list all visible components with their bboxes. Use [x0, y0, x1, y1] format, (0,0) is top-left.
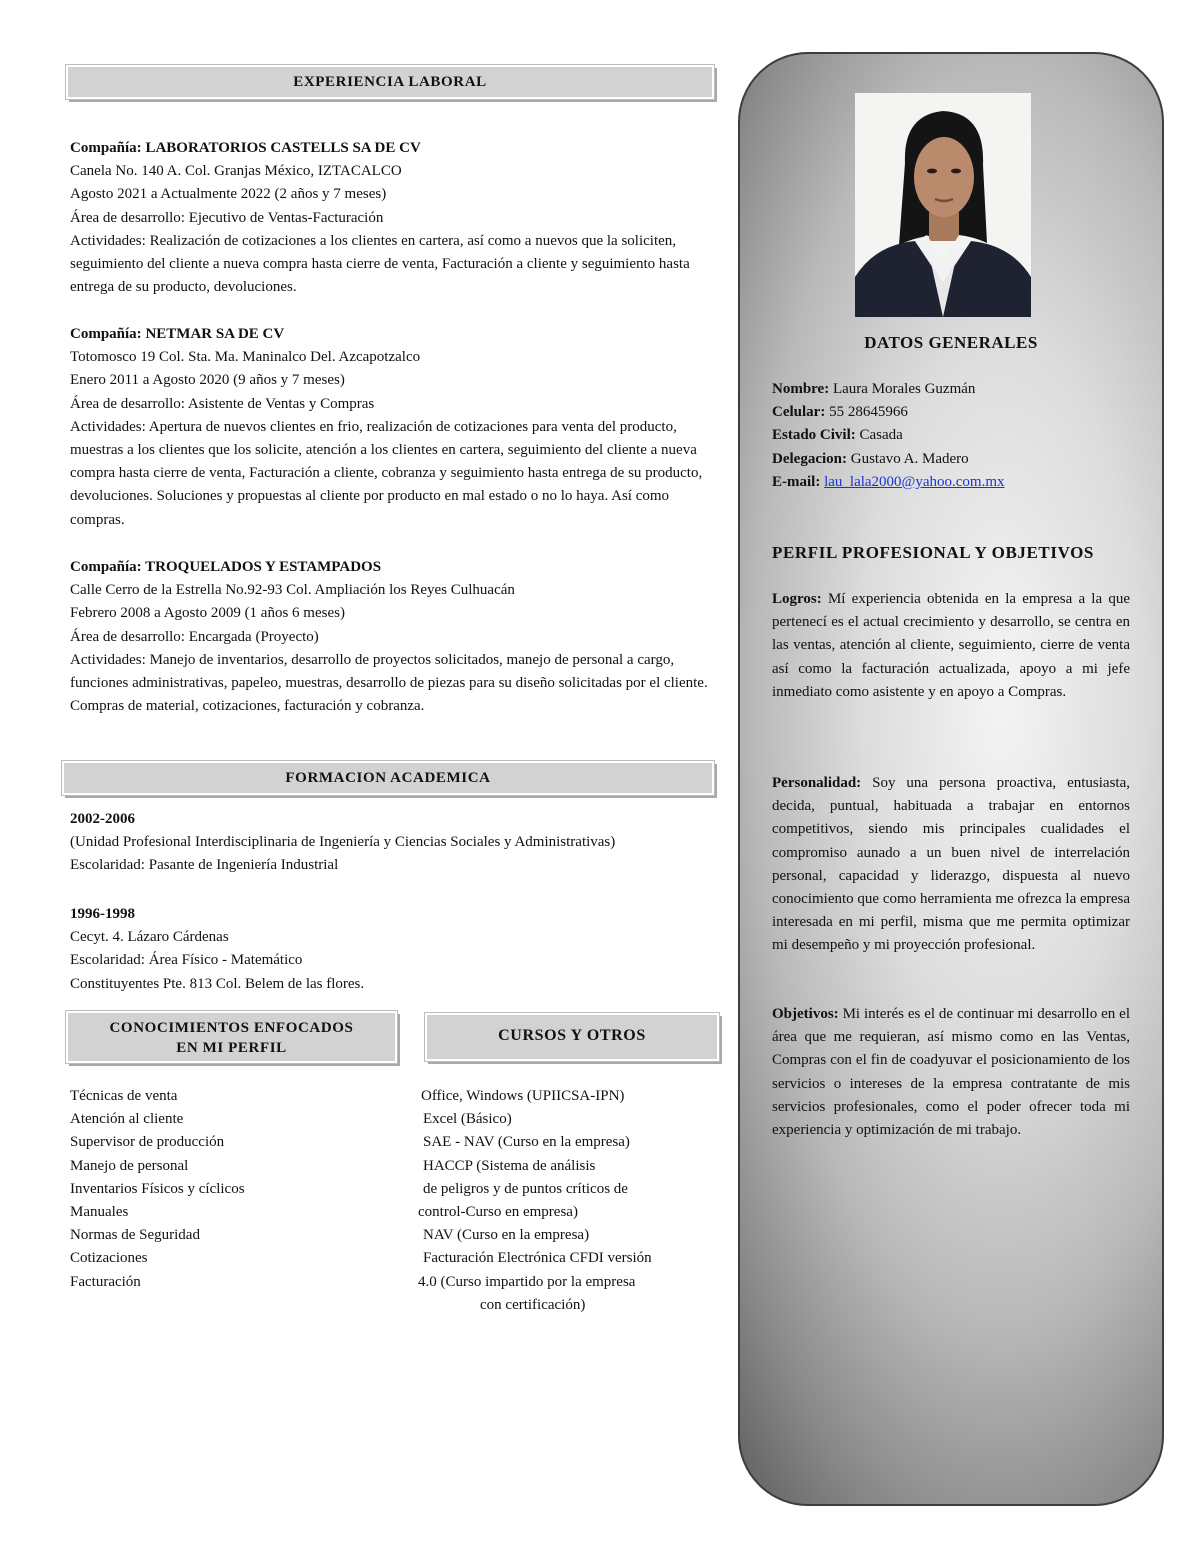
section-header-experiencia — [66, 65, 714, 99]
field-estado-civil: Estado Civil: Casada — [772, 427, 903, 444]
education-line: Escolaridad: Área Físico - Matemático — [70, 952, 303, 969]
list-item: Facturación Electrónica CFDI versión — [423, 1250, 652, 1267]
job-address: Canela No. 140 A. Col. Granjas México, IZTACALCO — [70, 163, 402, 180]
section-header-formacion — [62, 761, 714, 795]
list-item: con certificación) — [480, 1296, 586, 1313]
datos-generales — [772, 378, 1142, 494]
section-header-cursos — [425, 1013, 719, 1061]
field-delegacion: Delegacion: Gustavo A. Madero — [772, 450, 969, 467]
job-area: Área de desarrollo: Asistente de Ventas y Compras — [70, 395, 375, 412]
job-company: Compañía: NETMAR SA DE CV — [70, 326, 285, 342]
perfil-logros: Logros: Mí experiencia obtenida en la empresa a la que pertenecí es el actual crecimiento y desarrollo, se centra en las ventas, atención al cliente, seguimiento, cierre de venta así como la facturación actualizada, apoyo a mi jefe inmediato como asistente y en apoyo a Compras. — [772, 591, 1131, 700]
job-area: Área de desarrollo: Ejecutivo de Ventas-Facturación — [70, 209, 384, 226]
datos-title: DATOS GENERALES — [864, 333, 1038, 352]
job-entry-1 — [70, 137, 718, 299]
list-item: Técnicas de venta — [70, 1088, 178, 1104]
list-item: NAV (Curso en la empresa) — [423, 1227, 590, 1244]
section-title-formacion: FORMACION ACADEMICA — [285, 770, 491, 786]
list-item: Manuales — [70, 1204, 129, 1221]
list-item: HACCP (Sistema de análisis — [423, 1157, 596, 1174]
job-activities: Actividades: Apertura de nuevos clientes en frio, realización de cotizaciones para venta del producto, muestras a los clientes que los solicite, atención a los clientes en cartera, seguimiento del cliente a nueva compra hasta cierre de venta, Facturación a cliente, cobranza y seguimiento hasta entrega de su producto, devoluciones. Soluciones y propuestas al cliente por producto en mal estado o no lo haya. Así como compras. — [70, 418, 703, 528]
list-item: control-Curso en empresa) — [418, 1204, 578, 1221]
perfil-personalidad: Personalidad: Soy una persona proactiva, entusiasta, decida, puntual, habituada a trabajar en entornos competitivos, siendo mis principales cualidades el compromiso aunado a un buen nivel de interrelación personal, capacidad y liderazgo, dispuesta al nuevo conocimiento que como herramienta me ofrezca la empresa interesada en mi perfil, misma que me permita optimizar mi desempeño y mi proyección profesional. — [772, 775, 1131, 954]
job-entry-3 — [70, 556, 718, 718]
job-activities: Actividades: Manejo de inventarios, desarrollo de proyectos solicitados, manejo de personal a cargo, funciones administrativas, papeleo, muestras, desarrollo de piezas para su diseño solicitadas por el cliente. Compras de material, cotizaciones, facturación y cobranza. — [70, 651, 708, 715]
list-item: Facturación — [70, 1273, 141, 1290]
list-item: Office, Windows (UPIICSA-IPN) — [421, 1088, 625, 1104]
section-header-conocimientos — [66, 1011, 397, 1063]
section-title-experiencia: EXPERIENCIA LABORAL — [293, 74, 487, 90]
education-line: Constituyentes Pte. 813 Col. Belem de las flores. — [70, 975, 365, 992]
job-company: Compañía: TROQUELADOS Y ESTAMPADOS — [70, 559, 382, 575]
list-item: de peligros y de puntos críticos de — [423, 1180, 628, 1197]
field-nombre: Nombre: Laura Morales Guzmán — [772, 381, 976, 397]
perfil-objetivos: Objetivos: Mi interés es el de continuar mi desarrollo en el área que me requieran, así mismo como en las Ventas, Compras con el fin de coadyuvar el posicionamiento de los servicios o intereses de la empresa contratante de mis servicios profesionales, como el poder ofrecer toda mi experiencia y optimización de mi trabajo. — [772, 1006, 1130, 1139]
education-entry-1 — [70, 808, 730, 878]
section-title-conocimientos-line1: CONOCIMIENTOS ENFOCADOS — [109, 1020, 354, 1036]
job-period: Agosto 2021 a Actualmente 2022 (2 años y 7 meses) — [70, 186, 387, 203]
education-line: (Unidad Profesional Interdisciplinaria de Ingeniería y Ciencias Sociales y Administrativas) — [70, 834, 616, 851]
list-item: Inventarios Físicos y cíclicos — [70, 1180, 245, 1197]
education-line: Cecyt. 4. Lázaro Cárdenas — [70, 929, 229, 946]
section-title-cursos: CURSOS Y OTROS — [498, 1027, 646, 1044]
job-area: Área de desarrollo: Encargada (Proyecto) — [70, 628, 319, 645]
skills-list — [70, 1085, 390, 1294]
list-item: 4.0 (Curso impartido por la empresa — [418, 1273, 636, 1290]
list-item: Cotizaciones — [70, 1250, 148, 1267]
list-item: Normas de Seguridad — [70, 1227, 200, 1244]
list-item: Supervisor de producción — [70, 1134, 225, 1151]
education-years: 1996-1998 — [70, 906, 135, 922]
education-years: 2002-2006 — [70, 811, 135, 827]
list-item: Excel (Básico) — [423, 1111, 512, 1128]
job-company: Compañía: LABORATORIOS CASTELLS SA DE CV — [70, 140, 421, 156]
list-item: Manejo de personal — [70, 1157, 189, 1174]
list-item: Atención al cliente — [70, 1111, 184, 1128]
field-email: E-mail: lau_lala2000@yahoo.com.mx — [772, 473, 1005, 490]
education-line: Escolaridad: Pasante de Ingeniería Industrial — [70, 857, 339, 874]
perfil-title: PERFIL PROFESIONAL Y OBJETIVOS — [772, 543, 1094, 562]
courses-list — [418, 1085, 718, 1317]
job-address: Totomosco 19 Col. Sta. Ma. Maninalco Del. Azcapotzalco — [70, 349, 421, 366]
job-activities: Actividades: Realización de cotizaciones a los clientes en cartera, así como a nuevos que la soliciten, seguimiento del cliente a nueva compra hasta cierre de venta, Facturación a cliente y seguimiento hasta entrega de su producto, devoluciones. — [70, 232, 690, 296]
education-entry-2 — [70, 903, 730, 996]
job-entry-2 — [70, 323, 718, 532]
profile-photo — [855, 93, 1031, 317]
section-title-conocimientos-line2: EN MI PERFIL — [176, 1040, 287, 1056]
job-address: Calle Cerro de la Estrella No.92-93 Col. Ampliación los Reyes Culhuacán — [70, 582, 515, 599]
job-period: Febrero 2008 a Agosto 2009 (1 años 6 meses) — [70, 605, 345, 622]
email-link[interactable]: lau_lala2000@yahoo.com.mx — [824, 473, 1005, 490]
list-item: SAE - NAV (Curso en la empresa) — [423, 1134, 630, 1151]
field-celular: Celular: 55 28645966 — [772, 404, 908, 421]
portrait-image — [855, 93, 1031, 317]
job-period: Enero 2011 a Agosto 2020 (9 años y 7 meses) — [70, 372, 345, 389]
